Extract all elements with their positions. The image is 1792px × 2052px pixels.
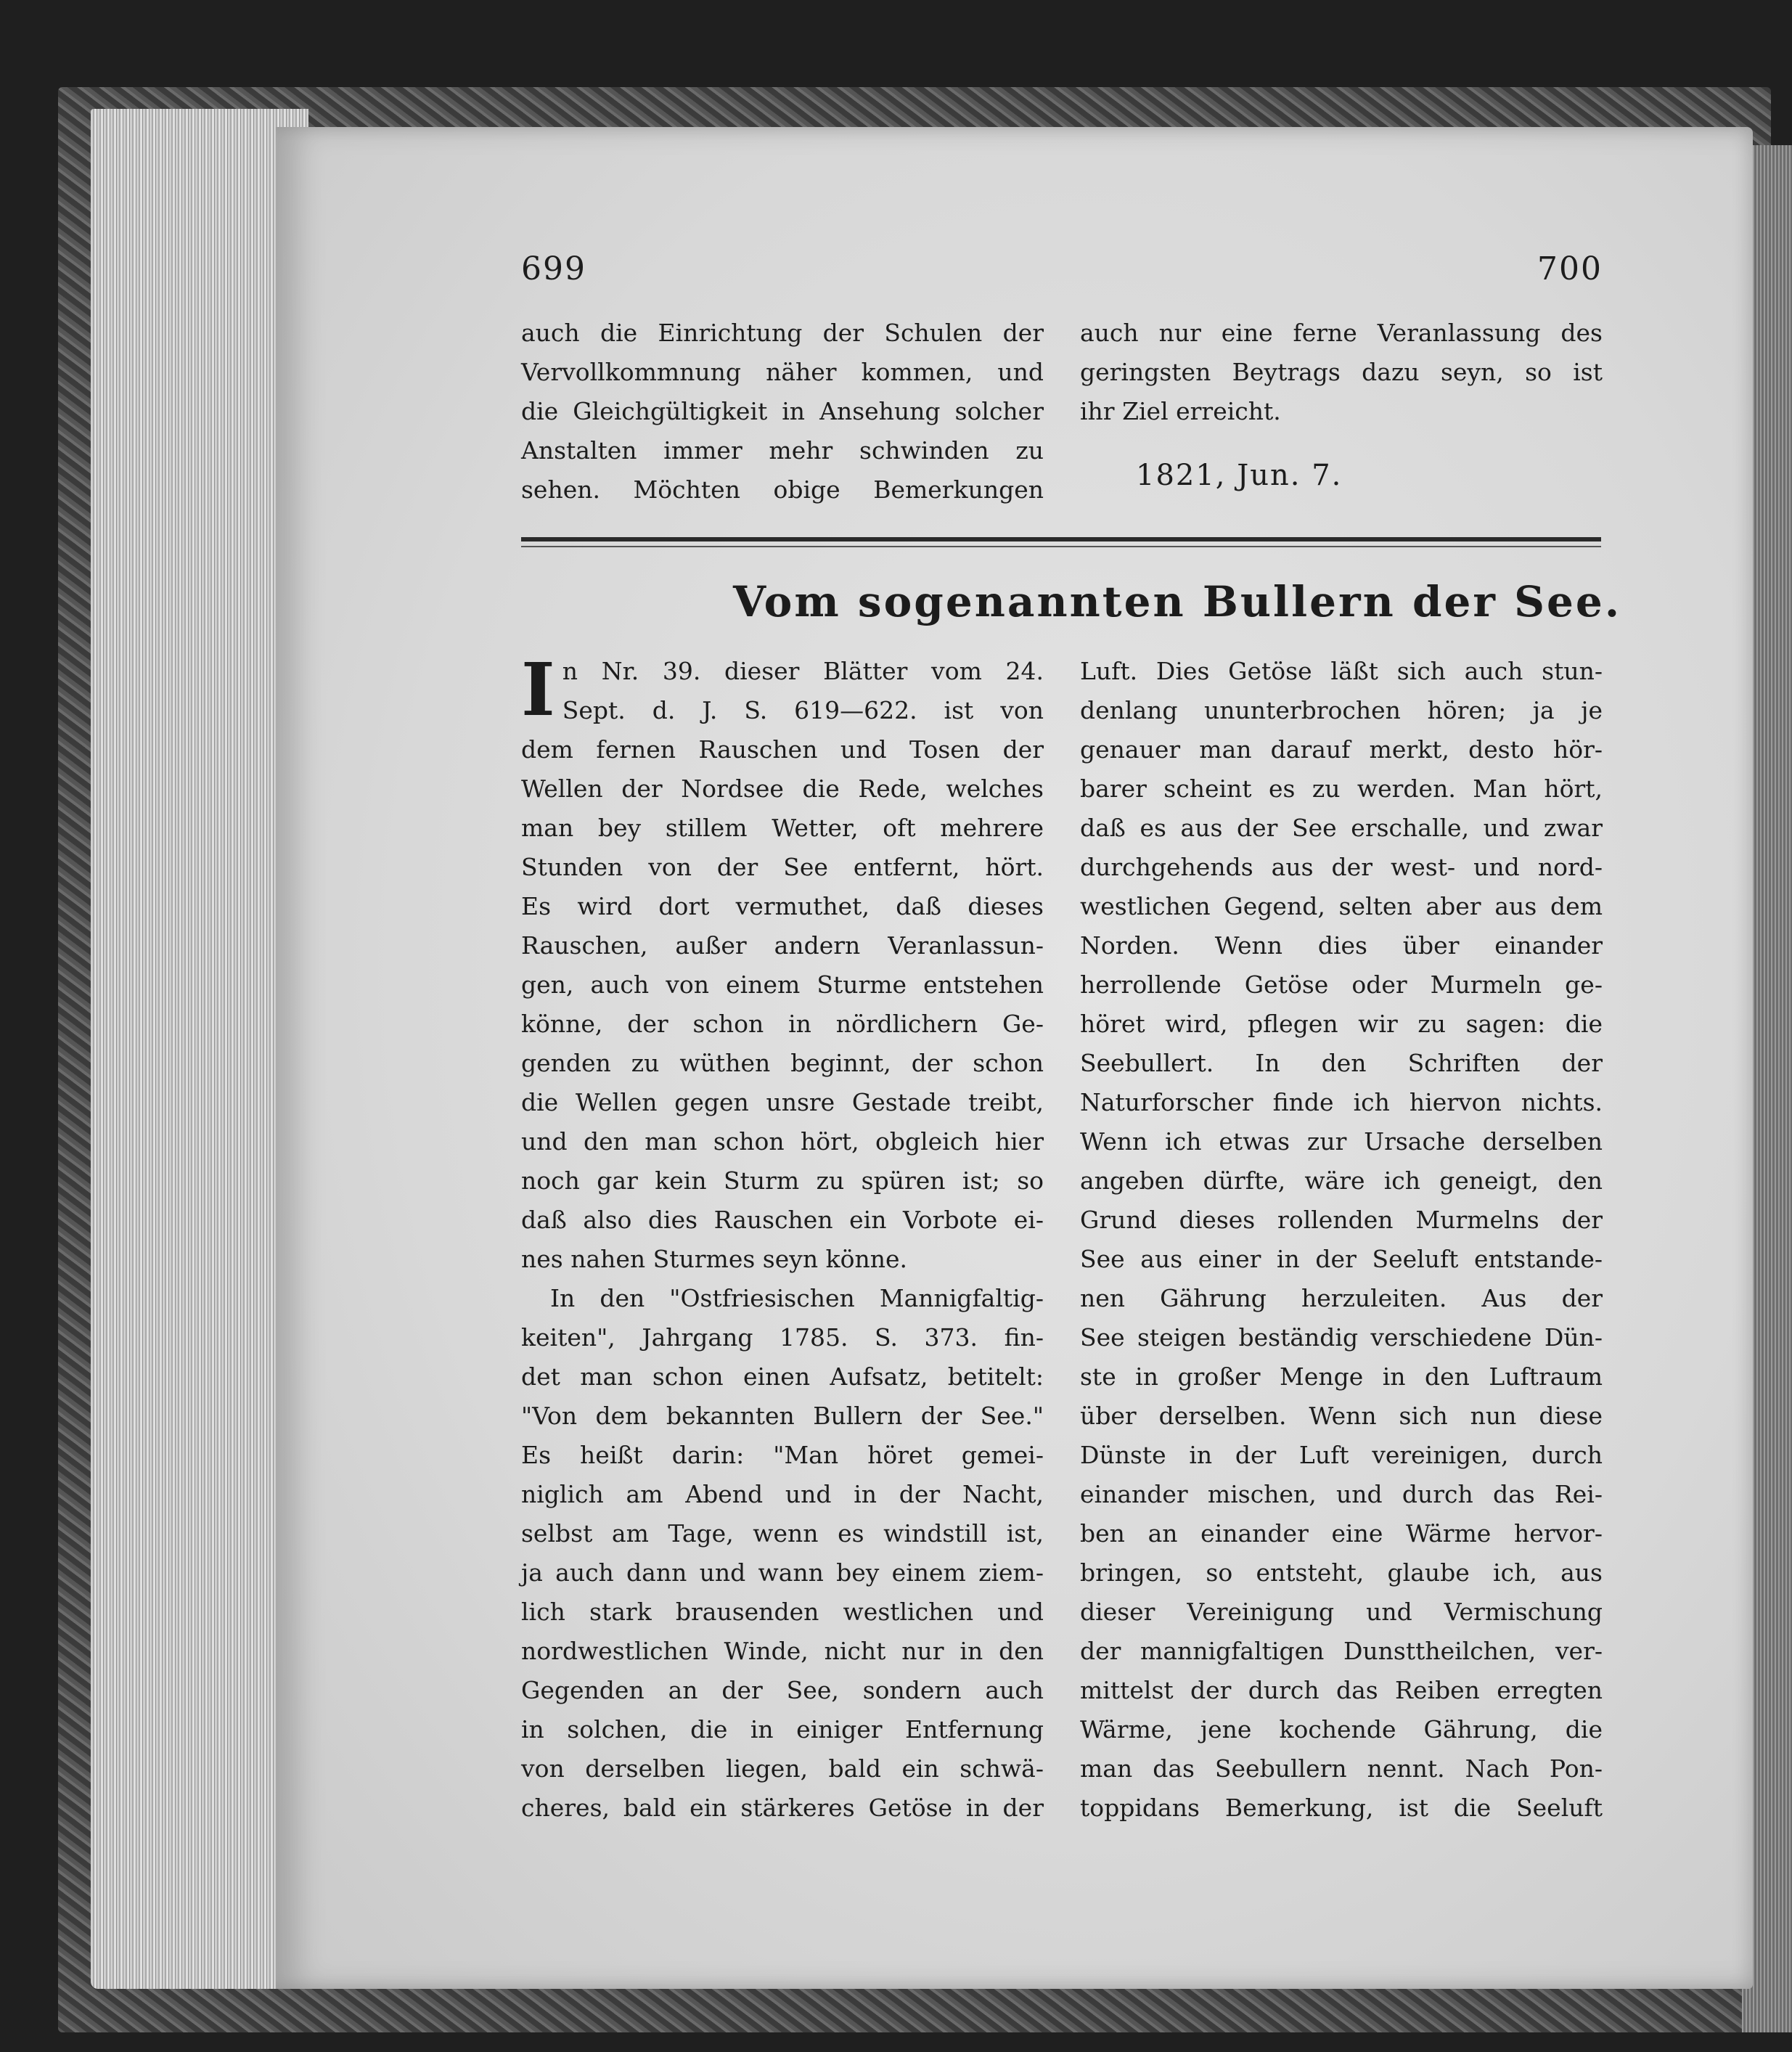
text-line: der mannigfaltigen Dunsttheilchen, ver- — [1080, 1637, 1603, 1665]
text-line: ben an einander eine Wärme hervor- — [1080, 1519, 1603, 1548]
text-line: mittelst der durch das Reiben erregten — [1080, 1676, 1603, 1704]
page-number-right: 700 — [1537, 250, 1603, 287]
text-line: Es wird dort vermuthet, daß dieses — [521, 892, 1044, 920]
text-line: nen Gährung herzuleiten. Aus der — [1080, 1284, 1603, 1312]
text-line: See aus einer in der Seeluft entstande- — [1080, 1245, 1603, 1273]
text-line: Es heißt darin: "Man höret gemei- — [521, 1441, 1044, 1469]
section-rule — [521, 537, 1601, 541]
drop-cap: I — [521, 647, 555, 732]
date-line: 1821, Jun. 7. — [1136, 459, 1343, 492]
text-line: und den man schon hört, obgleich hier — [521, 1127, 1044, 1156]
text-line: niglich am Abend und in der Nacht, — [521, 1480, 1044, 1508]
text-line: keiten", Jahrgang 1785. S. 373. fin- — [521, 1323, 1044, 1352]
text-line: Naturforscher finde ich hiervon nichts. — [1080, 1088, 1603, 1116]
text-line: ste in großer Menge in den Luftraum — [1080, 1362, 1603, 1391]
text-line: ihr Ziel erreicht. — [1080, 397, 1281, 425]
text-line: herrollende Getöse oder Murmeln ge- — [1080, 970, 1603, 999]
text-line: Luft. Dies Getöse läßt sich auch stun- — [1080, 657, 1603, 685]
text-line: Dünste in der Luft vereinigen, durch — [1080, 1441, 1603, 1469]
text-line: von derselben liegen, bald ein schwä- — [521, 1754, 1044, 1783]
text-line: In den "Ostfriesischen Mannigfaltig- — [550, 1284, 1044, 1312]
text-line: toppidans Bemerkung, ist die Seeluft — [1080, 1794, 1603, 1822]
text-line: man das Seebullern nennt. Nach Pon- — [1080, 1754, 1603, 1783]
text-line: sehen. Möchten obige Bemerkungen — [521, 475, 1044, 504]
text-line: auch die Einrichtung der Schulen der — [521, 319, 1044, 347]
text-line: Rauschen, außer andern Veranlassun- — [521, 931, 1044, 960]
text-line: genauer man darauf merkt, desto hör- — [1080, 735, 1603, 764]
article-title: Vom sogenannten Bullern der See. — [733, 577, 1622, 626]
text-line: ja auch dann und wann bey einem ziem- — [521, 1558, 1044, 1587]
text-line: bringen, so entsteht, glaube ich, aus — [1080, 1558, 1603, 1587]
text-line: Vervollkommnung näher kommen, und — [521, 358, 1044, 386]
text-line: barer scheint es zu werden. Man hört, — [1080, 774, 1603, 803]
page-number-left: 699 — [521, 250, 586, 287]
text-line: die Wellen gegen unsre Gestade treibt, — [521, 1088, 1044, 1116]
text-line: westlichen Gegend, selten aber aus dem — [1080, 892, 1603, 920]
text-line: nordwestlichen Winde, nicht nur in den — [521, 1637, 1044, 1665]
text-line: Seebullert. In den Schriften der — [1080, 1049, 1603, 1077]
text-line: könne, der schon in nördlichern Ge- — [521, 1010, 1044, 1038]
text-line: Grund dieses rollenden Murmelns der — [1080, 1206, 1603, 1234]
text-line: angeben dürfte, wäre ich geneigt, den — [1080, 1166, 1603, 1195]
text-line: nes nahen Sturmes seyn könne. — [521, 1245, 908, 1273]
text-line: daß also dies Rauschen ein Vorbote ei- — [521, 1206, 1044, 1234]
text-line: Wärme, jene kochende Gährung, die — [1080, 1715, 1603, 1744]
text-line: geringsten Beytrags dazu seyn, so ist — [1080, 358, 1603, 386]
text-line: "Von dem bekannten Bullern der See." — [521, 1402, 1044, 1430]
text-line: die Gleichgültigkeit in Ansehung solcher — [521, 397, 1044, 425]
body-right-column — [1080, 652, 1603, 1828]
text-line: noch gar kein Sturm zu spüren ist; so — [521, 1166, 1044, 1195]
text-line: See steigen beständig verschiedene Dün- — [1080, 1323, 1603, 1352]
text-line: Stunden von der See entfernt, hört. — [521, 853, 1044, 881]
text-line: einander mischen, und durch das Rei- — [1080, 1480, 1603, 1508]
text-line: in solchen, die in einiger Entfernung — [521, 1715, 1044, 1744]
text-line: lich stark brausenden westlichen und — [521, 1598, 1044, 1626]
text-line: dem fernen Rauschen und Tosen der — [521, 735, 1044, 764]
text-line: durchgehends aus der west- und nord- — [1080, 853, 1603, 881]
text-line: Anstalten immer mehr schwinden zu — [521, 436, 1044, 465]
text-line: det man schon einen Aufsatz, betitelt: — [521, 1362, 1044, 1391]
text-line: gen, auch von einem Sturme entstehen — [521, 970, 1044, 999]
text-line: Gegenden an der See, sondern auch — [521, 1676, 1044, 1704]
top-right-column — [1080, 314, 1603, 431]
text-line: daß es aus der See erschalle, und zwar — [1080, 814, 1603, 842]
top-left-column — [521, 314, 1044, 510]
text-line: genden zu wüthen beginnt, der schon — [521, 1049, 1044, 1077]
text-line: Wellen der Nordsee die Rede, welches — [521, 774, 1044, 803]
section-rule-thin — [521, 546, 1601, 547]
text-line: denlang ununterbrochen hören; ja je — [1080, 696, 1603, 724]
text-line: dieser Vereinigung und Vermischung — [1080, 1598, 1603, 1626]
text-line: Sept. d. J. S. 619—622. ist von — [562, 696, 1044, 724]
text-line: man bey stillem Wetter, oft mehrere — [521, 814, 1044, 842]
text-line: Norden. Wenn dies über einander — [1080, 931, 1603, 960]
body-left-column — [521, 647, 1044, 1828]
text-line: auch nur eine ferne Veranlassung des — [1080, 319, 1603, 347]
text-line: höret wird, pflegen wir zu sagen: die — [1080, 1010, 1603, 1038]
text-line: cheres, bald ein stärkeres Getöse in der — [521, 1794, 1044, 1822]
text-line: selbst am Tage, wenn es windstill ist, — [521, 1519, 1044, 1548]
text-line: Wenn ich etwas zur Ursache derselben — [1080, 1127, 1603, 1156]
text-line: über derselben. Wenn sich nun diese — [1080, 1402, 1603, 1430]
text-line: n Nr. 39. dieser Blätter vom 24. — [562, 657, 1044, 685]
